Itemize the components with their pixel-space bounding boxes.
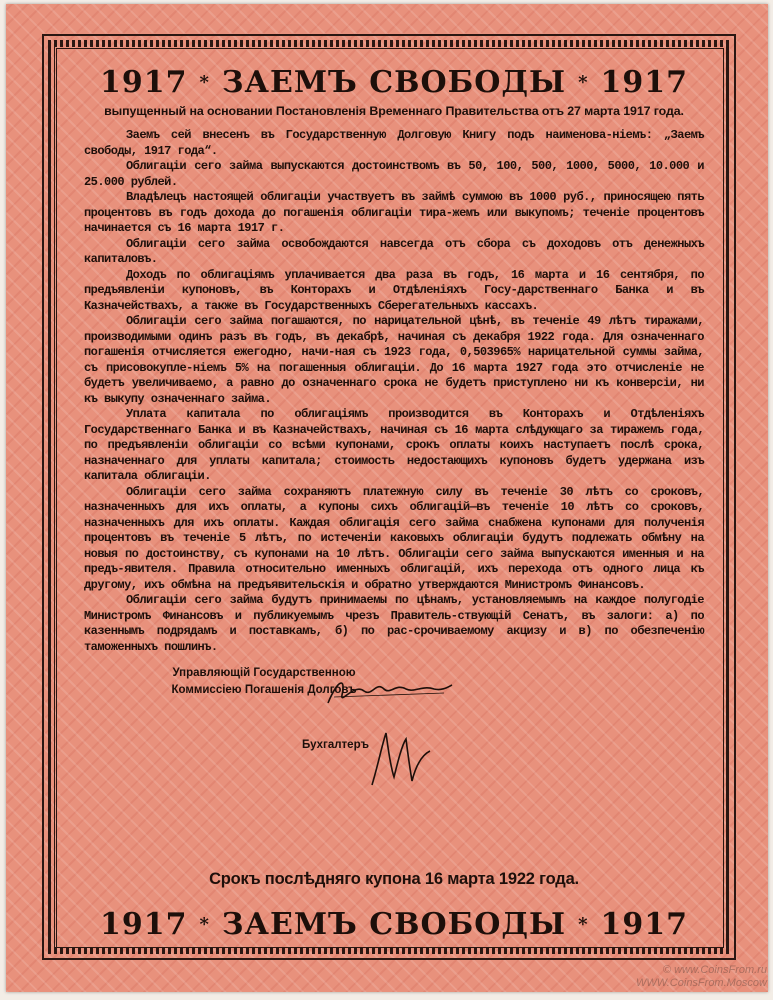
bond-sheet xyxy=(6,4,768,992)
bottom-title: ЗАЕМЪ СВОБОДЫ xyxy=(221,906,567,942)
terms-paragraph: Заемъ сей внесенъ въ Государственную Долговую Книгу подъ наименова-ніемъ: „Заемъ свободы, 1917 года“. xyxy=(84,128,704,158)
terms-paragraph: Облигаціи сего займа сохраняютъ платежную силу въ теченіе 30 лѣтъ со сроковъ, назначенныхъ для ихъ оплаты, а купоны сихъ облигацій—въ теченіе 10 лѣтъ со сроковъ, назначенныхъ для ихъ оплаты. Каждая облигація сего займа снабжена купонами для полученія процентовъ въ теченіе 5 лѣтъ, по истеченіи каковыхъ облигаціи будутъ подлежать обмѣну на новыя по достоинству, съ купонами на 10 лѣтъ. Облигаціи сего займа выпускаются именныя и на предъ-явителя. Правила относительно именныхъ облигацій, ихъ перехода отъ одного лица къ другому, ихъ обмѣна на предъявительскія и обратно утверждаются Министромъ Финансовъ. xyxy=(84,484,704,592)
last-coupon-date: Срокъ послѣдняго купона 16 марта 1922 года. xyxy=(209,870,579,888)
watermark-line1: © www.CoinsFrom.ru xyxy=(662,964,767,976)
accountant-signature xyxy=(364,725,434,795)
bottom-year-left: 1917 xyxy=(100,906,188,942)
bottom-year-right: 1917 xyxy=(600,906,688,942)
bond-terms xyxy=(84,128,704,655)
terms-paragraph: Облигаціи сего займа выпускаются достоинствомъ въ 50, 100, 500, 1000, 5000, 10.000 и 25.000 рублей. xyxy=(84,159,704,189)
terms-paragraph: Уплата капитала по облигаціямъ производится въ Конторахъ и Отдѣленіяхъ Государственнаго Банка и въ Казначействахъ, начиная съ 16 марта слѣдующаго за тиражемъ года, по предъявленіи облигаціи со всѣми купонами, срокъ оплаты коихъ наступаетъ послѣ срока, назначеннаго для уплаты капитала; стоимость недостающихъ купоновъ будетъ удержана изъ капитала облигаціи. xyxy=(84,407,704,483)
bottom-star-right: * xyxy=(578,913,589,935)
watermark xyxy=(636,964,767,990)
accountant-title: Бухгалтеръ xyxy=(302,739,369,751)
top-heading xyxy=(84,62,704,102)
watermark-line2: WWW.CoinsFrom.Moscow xyxy=(636,977,767,989)
terms-paragraph: Облигаціи сего займа погашаются, по нарицательной цѣнѣ, въ теченіе 49 лѣтъ тиражами, производимыми одинъ разъ въ годъ, въ декабрѣ, начиная съ декабря 1922 года. Для означеннаго погашенія отчисляется ежегодно, начи-ная съ 1923 года, 0,503965% нарицательной суммы займа, съ присовокупле-ніемъ 5% на погашенныя облигаціи. До 16 марта 1927 года это отчисленіе не будетъ увеличиваемо, а равно до означеннаго срока не будетъ приступлено ни къ конверсіи, ни къ выкупу означеннаго займа. xyxy=(84,314,704,406)
manager-title-line1: Управляющій Государственною xyxy=(172,667,356,679)
terms-paragraph: Облигаціи сего займа будутъ принимаемы по цѣнамъ, установляемымъ на каждое полугодіе Министромъ Финансовъ и публикуемымъ чрезъ Правитель-ствующій Сенатъ, въ залоги: а) по казеннымъ подрядамъ и поставкамъ, б) по рас-срочиваемому акцизу и в) по обезпеченію таможенныхъ пошлинъ. xyxy=(84,593,704,654)
bottom-star-left: * xyxy=(199,913,210,935)
issue-subtitle: выпущенный на основании Постановленія Временнаго Правительства отъ 27 марта 1917 года. xyxy=(104,104,684,118)
signature-area xyxy=(84,665,704,815)
bottom-heading xyxy=(84,904,704,944)
manager-signature xyxy=(324,673,454,709)
top-year-left: 1917 xyxy=(100,64,188,100)
top-title: ЗАЕМЪ СВОБОДЫ xyxy=(221,64,567,100)
terms-paragraph: Владѣлецъ настоящей облигаціи участвуетъ въ займѣ суммою въ 1000 руб., приносящею пять процентовъ въ годъ дохода до погашенія облигаціи тира-жемъ или выкупомъ; теченіе процентовъ начинается съ 16 марта 1917 г. xyxy=(84,190,704,235)
terms-paragraph: Доходъ по облигаціямъ уплачивается два раза въ годъ, 16 марта и 16 сентября, по предъявленіи купоновъ, въ Конторахъ и Отдѣленіяхъ Госу-дарственнаго Банка и въ Казначействахъ, а также въ Государственныхъ Сберегательныхъ кассахъ. xyxy=(84,267,704,313)
terms-paragraph: Облигаціи сего займа освобождаются навсегда отъ сбора съ доходовъ отъ денежныхъ капиталовъ. xyxy=(84,236,704,266)
top-star-right: * xyxy=(578,71,589,93)
manager-title-line2: Коммиссіею Погашенія Долговъ xyxy=(171,684,357,696)
top-star-left: * xyxy=(199,71,210,93)
top-year-right: 1917 xyxy=(600,64,688,100)
bond-text-block xyxy=(84,62,704,942)
